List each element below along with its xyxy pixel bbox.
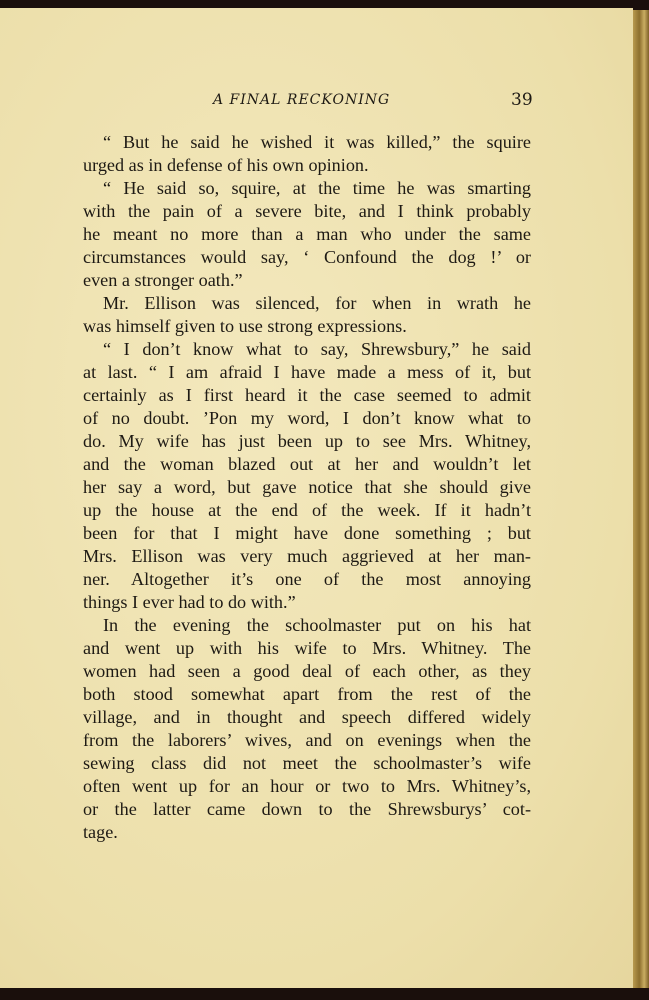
running-title: A FINAL RECKONING xyxy=(213,92,391,108)
text-line: and went up with his wife to Mrs. Whitney. The xyxy=(83,638,531,658)
text-line: “ I don’t know what to say, Shrewsbury,” he said xyxy=(103,339,531,359)
page-edge xyxy=(633,10,649,988)
text-line: Mr. Ellison was silenced, for when in wrath he xyxy=(103,293,531,313)
scan-border xyxy=(0,988,649,1000)
body-text xyxy=(83,131,531,844)
text-line: things I ever had to do with.” xyxy=(83,592,296,612)
text-line: Mrs. Ellison was very much aggrieved at her man- xyxy=(83,546,531,566)
text-line: do. My wife has just been up to see Mrs. Whitney, xyxy=(83,431,531,451)
text-line: at last. “ I am afraid I have made a mess of it, but xyxy=(83,362,531,382)
page-number: 39 xyxy=(511,90,533,110)
text-line: sewing class did not meet the schoolmaster’s wife xyxy=(83,753,531,773)
text-line: “ But he said he wished it was killed,” the squire xyxy=(103,132,531,152)
text-line: urged as in defense of his own opinion. xyxy=(83,155,369,175)
text-line: village, and in thought and speech differed widely xyxy=(83,707,531,727)
text-line: or the latter came down to the Shrewsburys’ cot- xyxy=(83,799,531,819)
text-line: ner. Altogether it’s one of the most annoying xyxy=(83,569,531,589)
text-line: tage. xyxy=(83,822,118,842)
text-line: In the evening the schoolmaster put on his hat xyxy=(103,615,531,635)
text-line: and the woman blazed out at her and wouldn’t let xyxy=(83,454,531,474)
text-line: circumstances would say, ‘ Confound the dog !’ or xyxy=(83,247,531,267)
text-line: he meant no more than a man who under the same xyxy=(83,224,531,244)
text-line: was himself given to use strong expressions. xyxy=(83,316,407,336)
text-line: even a stronger oath.” xyxy=(83,270,243,290)
text-line: often went up for an hour or two to Mrs. Whitney’s, xyxy=(83,776,531,796)
text-line: with the pain of a severe bite, and I think probably xyxy=(83,201,531,221)
text-line: certainly as I first heard it the case seemed to admit xyxy=(83,385,531,405)
text-line: been for that I might have done something ; but xyxy=(83,523,531,543)
text-line: her say a word, but gave notice that she should give xyxy=(83,477,531,497)
page-header xyxy=(0,88,633,112)
text-line: “ He said so, squire, at the time he was smarting xyxy=(103,178,531,198)
text-line: women had seen a good deal of each other, as they xyxy=(83,661,531,681)
text-line: both stood somewhat apart from the rest of the xyxy=(83,684,531,704)
text-line: of no doubt. ’Pon my word, I don’t know what to xyxy=(83,408,531,428)
text-line: from the laborers’ wives, and on evenings when the xyxy=(83,730,531,750)
text-line: up the house at the end of the week. If it hadn’t xyxy=(83,500,531,520)
